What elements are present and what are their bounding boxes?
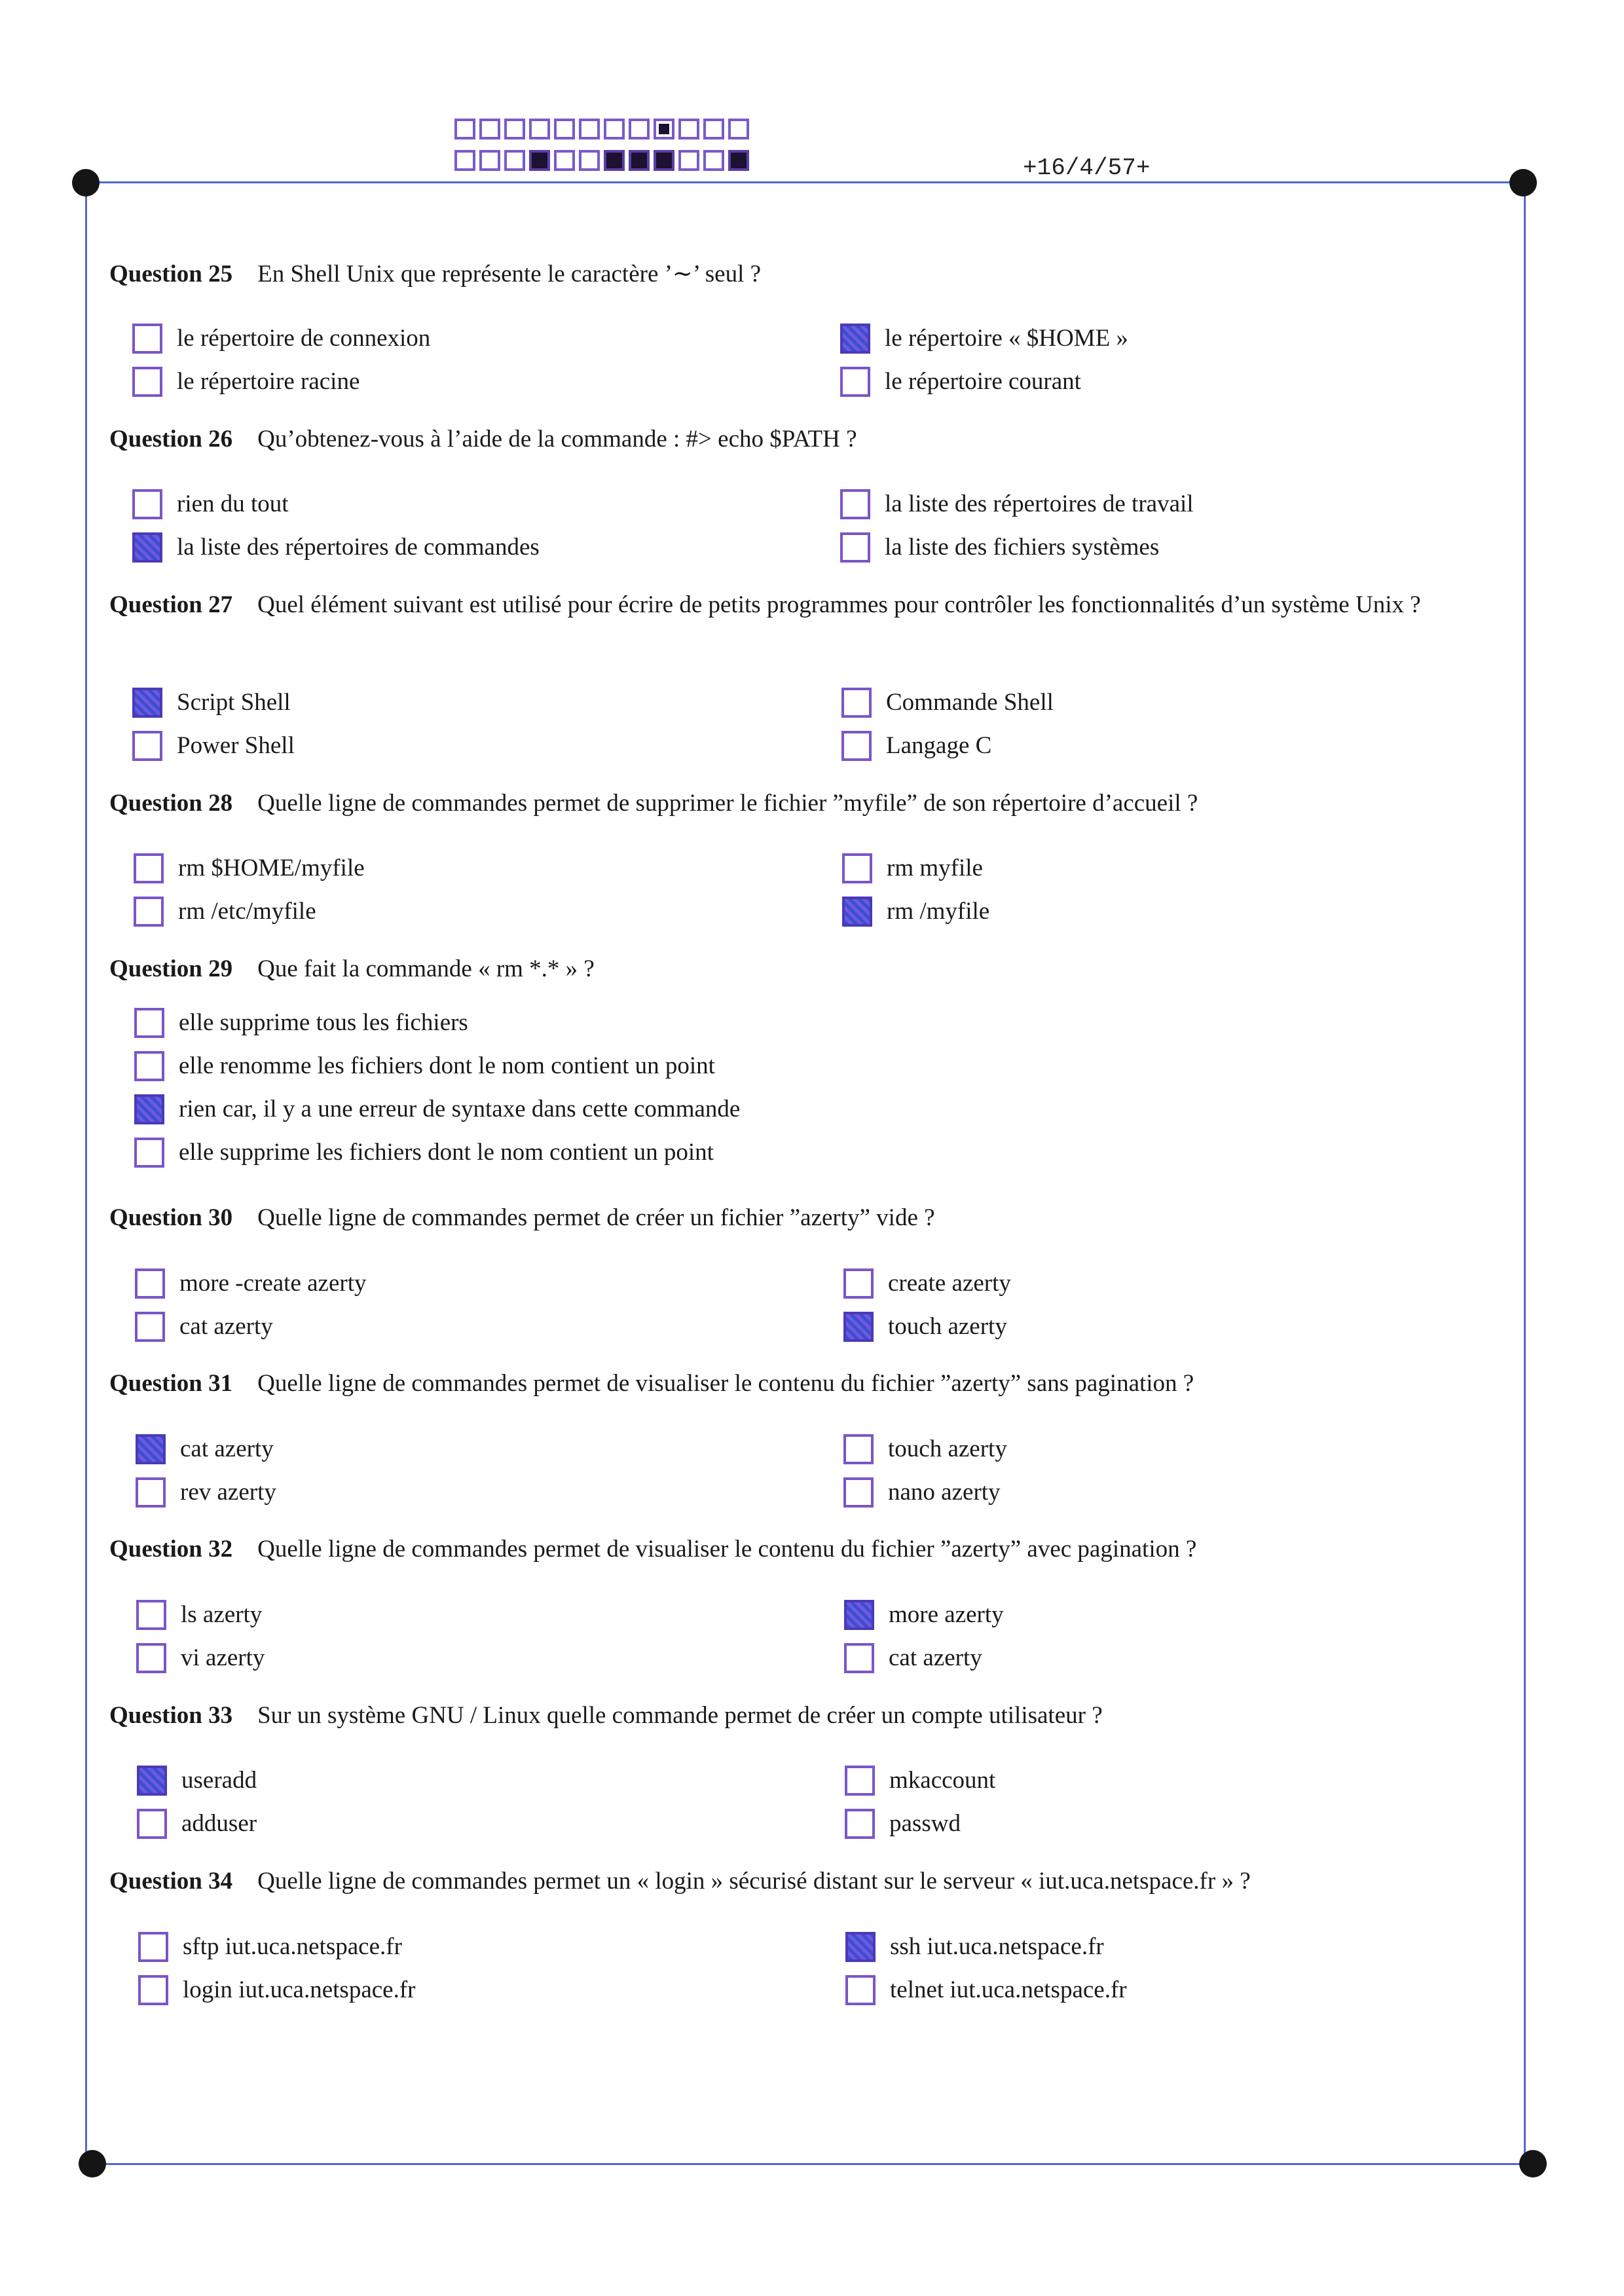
id-grid-cell	[604, 150, 625, 171]
checkbox-checked[interactable]	[842, 897, 872, 927]
option-label: cat azerty	[180, 1435, 274, 1462]
option-label: elle supprime les fichiers dont le nom contient un point	[179, 1139, 714, 1166]
checkbox-checked[interactable]	[845, 1932, 876, 1962]
id-grid-cell	[678, 150, 699, 171]
id-grid-cell	[703, 119, 724, 139]
option-label: rev azerty	[180, 1479, 276, 1506]
id-grid-cell	[454, 119, 475, 139]
question-number: Question 32	[109, 1536, 233, 1563]
option-label: la liste des répertoires de travail	[885, 491, 1194, 517]
question-text: Quelle ligne de commandes permet de supprimer le fichier ”myfile” de son répertoire d’accueil ?	[257, 790, 1198, 817]
question	[109, 952, 1504, 986]
option-label: la liste des fichiers systèmes	[885, 534, 1160, 561]
id-grid-cell	[479, 119, 500, 139]
checkbox[interactable]	[845, 1975, 876, 2005]
checkbox[interactable]	[132, 367, 162, 397]
option-label: touch azerty	[888, 1435, 1007, 1462]
option-label: nano azerty	[888, 1479, 1001, 1506]
corner-mark-top-left	[72, 169, 100, 196]
question-text: Quelle ligne de commandes permet un « login » sécurisé distant sur le serveur « iut.uca.netspace.fr » ?	[257, 1868, 1251, 1895]
option-label: adduser	[181, 1810, 257, 1837]
frame-bottom	[92, 2163, 1532, 2165]
checkbox[interactable]	[135, 1312, 165, 1342]
id-grid-cell	[654, 119, 674, 139]
id-grid-cell	[579, 150, 600, 171]
checkbox[interactable]	[841, 688, 872, 718]
id-grid-cell	[629, 150, 650, 171]
option-label: la liste des répertoires de commandes	[177, 534, 540, 561]
question-text: Quel élément suivant est utilisé pour écrire de petits programmes pour contrôler les fonctionnalités d’un système Unix ?	[257, 591, 1421, 618]
checkbox-checked[interactable]	[136, 1434, 166, 1464]
option-label: elle renomme les fichiers dont le nom contient un point	[179, 1052, 715, 1079]
frame-right	[1524, 181, 1526, 2165]
id-grid-cell	[728, 119, 749, 139]
question	[109, 1367, 1504, 1401]
checkbox[interactable]	[132, 489, 162, 519]
checkbox[interactable]	[840, 532, 870, 563]
option-label: rm $HOME/myfile	[178, 855, 365, 881]
id-grid-cell	[554, 119, 575, 139]
option-label: rm myfile	[887, 855, 983, 881]
option-label: Power Shell	[177, 732, 295, 759]
option-label: mkaccount	[889, 1767, 996, 1794]
checkbox[interactable]	[134, 1138, 164, 1168]
question-number: Question 27	[109, 591, 233, 618]
option-label: Langage C	[886, 732, 992, 759]
checkbox-checked[interactable]	[132, 688, 162, 718]
checkbox[interactable]	[135, 1268, 165, 1299]
option-label: Commande Shell	[886, 689, 1054, 716]
id-grid-cell	[479, 150, 500, 171]
id-grid-cell	[654, 150, 674, 171]
checkbox[interactable]	[840, 489, 870, 519]
corner-mark-bottom-right	[1519, 2150, 1547, 2177]
id-grid-cell	[454, 150, 475, 171]
question	[109, 1532, 1504, 1566]
option-label: useradd	[181, 1767, 257, 1794]
id-grid-cell	[554, 150, 575, 171]
question-text: Quelle ligne de commandes permet de visualiser le contenu du fichier ”azerty” avec pagination ?	[257, 1536, 1197, 1563]
option-label: more azerty	[889, 1601, 1004, 1628]
option-label: Script Shell	[177, 689, 291, 716]
checkbox[interactable]	[137, 1809, 167, 1839]
id-grid-cell	[629, 119, 650, 139]
checkbox-checked[interactable]	[843, 1312, 874, 1342]
checkbox[interactable]	[844, 1643, 874, 1673]
question-number: Question 34	[109, 1868, 233, 1895]
checkbox[interactable]	[843, 1434, 874, 1464]
id-grid-cell	[504, 150, 525, 171]
checkbox[interactable]	[134, 853, 164, 883]
option-label: cat azerty	[889, 1644, 982, 1671]
question	[109, 787, 1504, 821]
question	[109, 1864, 1504, 1898]
option-label: telnet iut.uca.netspace.fr	[890, 1976, 1127, 2003]
option-label: rm /etc/myfile	[178, 898, 316, 925]
option-label: passwd	[889, 1810, 961, 1837]
checkbox[interactable]	[845, 1766, 875, 1796]
option-label: login iut.uca.netspace.fr	[183, 1976, 416, 2003]
checkbox[interactable]	[842, 853, 872, 883]
option-label: le répertoire « $HOME »	[885, 325, 1128, 352]
id-grid-cell	[579, 119, 600, 139]
question-text: Quelle ligne de commandes permet de visualiser le contenu du fichier ”azerty” sans pagination ?	[257, 1370, 1194, 1397]
option-label: cat azerty	[179, 1313, 273, 1340]
id-grid-cell	[678, 119, 699, 139]
checkbox[interactable]	[843, 1477, 874, 1508]
option-label: elle supprime tous les fichiers	[179, 1009, 468, 1036]
corner-mark-bottom-left	[79, 2150, 106, 2177]
question-number: Question 29	[109, 955, 233, 982]
checkbox[interactable]	[136, 1643, 166, 1673]
checkbox[interactable]	[132, 324, 162, 354]
question-number: Question 26	[109, 426, 233, 453]
question-number: Question 25	[109, 261, 233, 287]
id-grid-cell	[529, 119, 550, 139]
checkbox-checked[interactable]	[134, 1094, 164, 1124]
option-label: touch azerty	[888, 1313, 1007, 1340]
checkbox[interactable]	[134, 1008, 164, 1038]
checkbox[interactable]	[845, 1809, 875, 1839]
checkbox[interactable]	[841, 731, 872, 761]
question-text: En Shell Unix que représente le caractère ’∼’ seul ?	[257, 261, 762, 287]
question-number: Question 33	[109, 1702, 233, 1729]
id-grid-cell	[504, 119, 525, 139]
option-label: rien car, il y a une erreur de syntaxe dans cette commande	[179, 1096, 741, 1122]
question-text: Sur un système GNU / Linux quelle commande permet de créer un compte utilisateur ?	[257, 1702, 1103, 1729]
checkbox[interactable]	[132, 731, 162, 761]
question-number: Question 31	[109, 1370, 233, 1397]
id-grid-cell	[604, 119, 625, 139]
option-label: vi azerty	[181, 1644, 265, 1671]
checkbox[interactable]	[136, 1600, 166, 1630]
checkbox[interactable]	[134, 1051, 164, 1081]
frame-top	[85, 181, 1522, 183]
checkbox[interactable]	[138, 1932, 168, 1962]
option-label: le répertoire racine	[177, 368, 360, 395]
id-grid-cell	[728, 150, 749, 171]
option-label: le répertoire de connexion	[177, 325, 431, 352]
option-label: ssh iut.uca.netspace.fr	[890, 1933, 1104, 1960]
question-text: Que fait la commande « rm *.* » ?	[257, 955, 595, 982]
question-text: Quelle ligne de commandes permet de créer un fichier ”azerty” vide ?	[257, 1204, 935, 1231]
id-grid-cell	[703, 150, 724, 171]
question-text: Qu’obtenez-vous à l’aide de la commande : #> echo $PATH ?	[257, 426, 857, 453]
checkbox-checked[interactable]	[132, 532, 162, 563]
corner-mark-top-right	[1509, 169, 1537, 196]
checkbox[interactable]	[840, 367, 870, 397]
option-label: le répertoire courant	[885, 368, 1081, 395]
checkbox[interactable]	[136, 1477, 166, 1508]
option-label: ls azerty	[181, 1601, 263, 1628]
option-label: rien du tout	[177, 491, 289, 517]
frame-left	[85, 181, 87, 2165]
question-number: Question 30	[109, 1204, 233, 1231]
checkbox[interactable]	[134, 897, 164, 927]
question	[109, 1699, 1504, 1733]
question	[109, 1201, 1504, 1235]
option-label: more -create azerty	[179, 1270, 367, 1297]
option-label: create azerty	[888, 1270, 1011, 1297]
page-code: +16/4/57+	[1023, 155, 1151, 181]
checkbox-checked[interactable]	[840, 324, 870, 354]
question	[109, 422, 1504, 456]
checkbox[interactable]	[843, 1268, 874, 1299]
option-label: sftp iut.uca.netspace.fr	[183, 1933, 402, 1960]
question	[109, 588, 1504, 622]
checkbox-checked[interactable]	[137, 1766, 167, 1796]
option-label: rm /myfile	[887, 898, 990, 925]
question	[109, 257, 1504, 291]
checkbox[interactable]	[138, 1975, 168, 2005]
checkbox-checked[interactable]	[844, 1600, 874, 1630]
id-grid-cell	[529, 150, 550, 171]
question-number: Question 28	[109, 790, 233, 817]
